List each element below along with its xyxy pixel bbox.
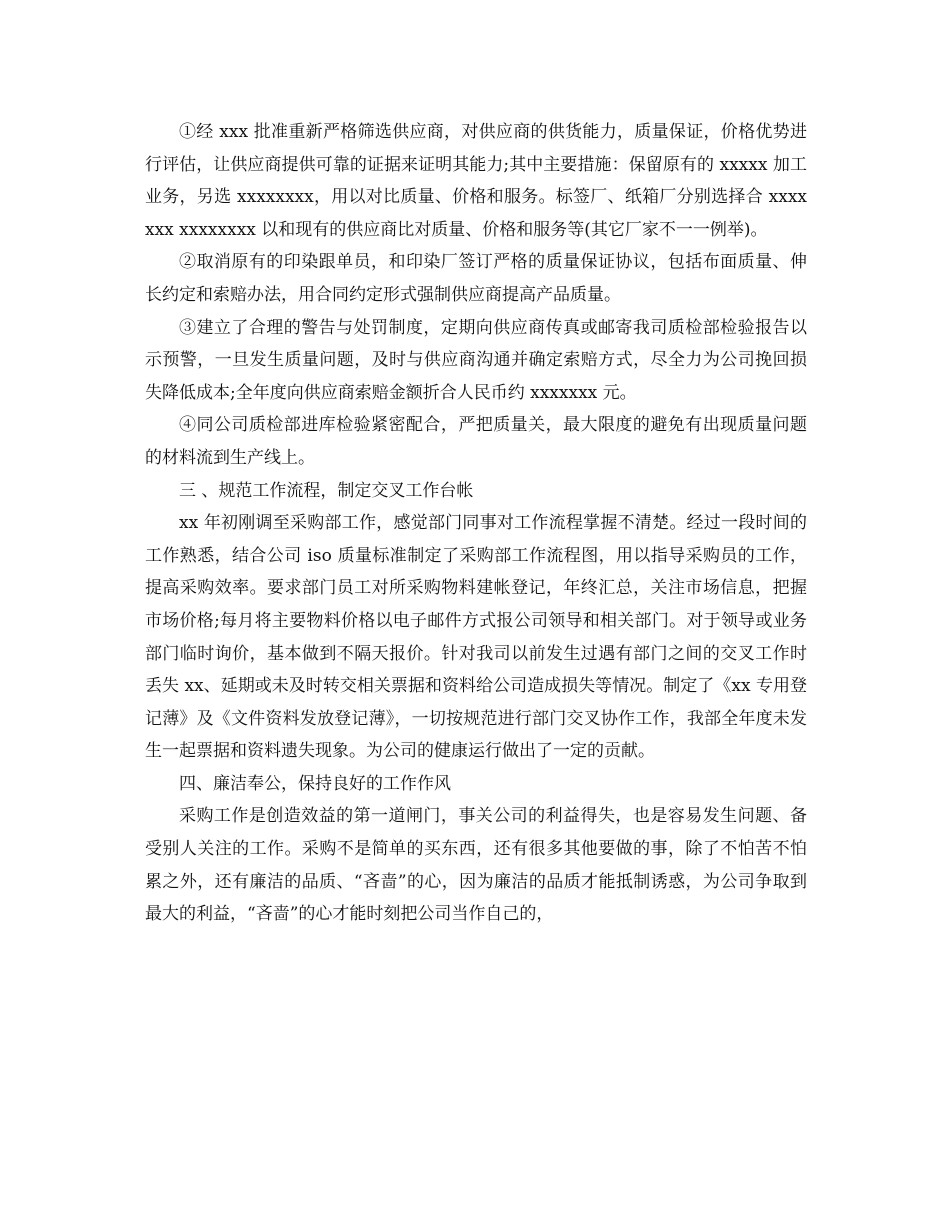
- paragraph-measure-3: ③建立了合理的警告与处罚制度，定期向供应商传真或邮寄我司质检部检验报告以示预警，一旦发生质量问题，及时与供应商沟通并确定索赔方式，尽全力为公司挽回损失降低成本;全年度向供应商索赔金额折合人民币约 xxxxxxx 元。: [145, 317, 807, 403]
- paragraph-measure-2: ②取消原有的印染跟单员，和印染厂签订严格的质量保证协议，包括布面质量、伸长约定和索赔办法，用合同约定形式强制供应商提高产品质量。: [145, 252, 807, 305]
- paragraph-workflow: xx 年初刚调至采购部工作，感觉部门同事对工作流程掌握不清楚。经过一段时间的工作熟悉，结合公司 iso 质量标准制定了采购部工作流程图，用以指导采购员的工作，提高采购效率。要求部门员工对所采购物料建帐登记，年终汇总，关注市场信息，把握市场价格;每月将主要物料价格以电子邮件方式报公司领导和相关部门。对于领导或业务部门临时询价，基本做到不隔天报价。针对我司以前发生过遇有部门之间的交叉工作时丢失 xx、延期或未及时转交相关票据和资料给公司造成损失等情况。制定了《xx 专用登记薄》及《文件资料发放登记薄》，一切按规范进行部门交叉协作工作，我部全年度未发生一起票据和资料遗失现象。为公司的健康运行做出了一定的贡献。: [145, 513, 807, 762]
- section-heading-3: 三 、规范工作流程，制定交叉工作台帐: [179, 480, 474, 501]
- paragraph-measure-4: ④同公司质检部进库检验紧密配合，严把质量关，最大限度的避免有出现质量问题的材料流到生产线上。: [145, 415, 807, 468]
- paragraph-measure-1: ①经 xxx 批准重新严格筛选供应商，对供应商的供货能力，质量保证，价格优势进行评估，让供应商提供可靠的证据来证明其能力;其中主要措施：保留原有的 xxxxx 加工业务，另选 xxxxxxxx，用以对比质量、价格和服务。标签厂、纸箱厂分别选择合 xxxxxxx xxxxxxxx 以和现有的供应商比对质量、价格和服务等(其它厂家不一一例举)。: [145, 122, 807, 240]
- document-body: [145, 116, 807, 931]
- paragraph-integrity: 采购工作是创造效益的第一道闸门，事关公司的利益得失，也是容易发生问题、备受别人关注的工作。采购不是简单的买东西，还有很多其他要做的事，除了不怕苦不怕累之外，还有廉洁的品质、“吝啬”的心，因为廉洁的品质才能抵制诱惑，为公司争取到最大的利益，“吝啬”的心才能时刻把公司当作自己的，: [145, 806, 807, 925]
- section-heading-4: 四、廉洁奉公，保持良好的工作作风: [179, 773, 451, 794]
